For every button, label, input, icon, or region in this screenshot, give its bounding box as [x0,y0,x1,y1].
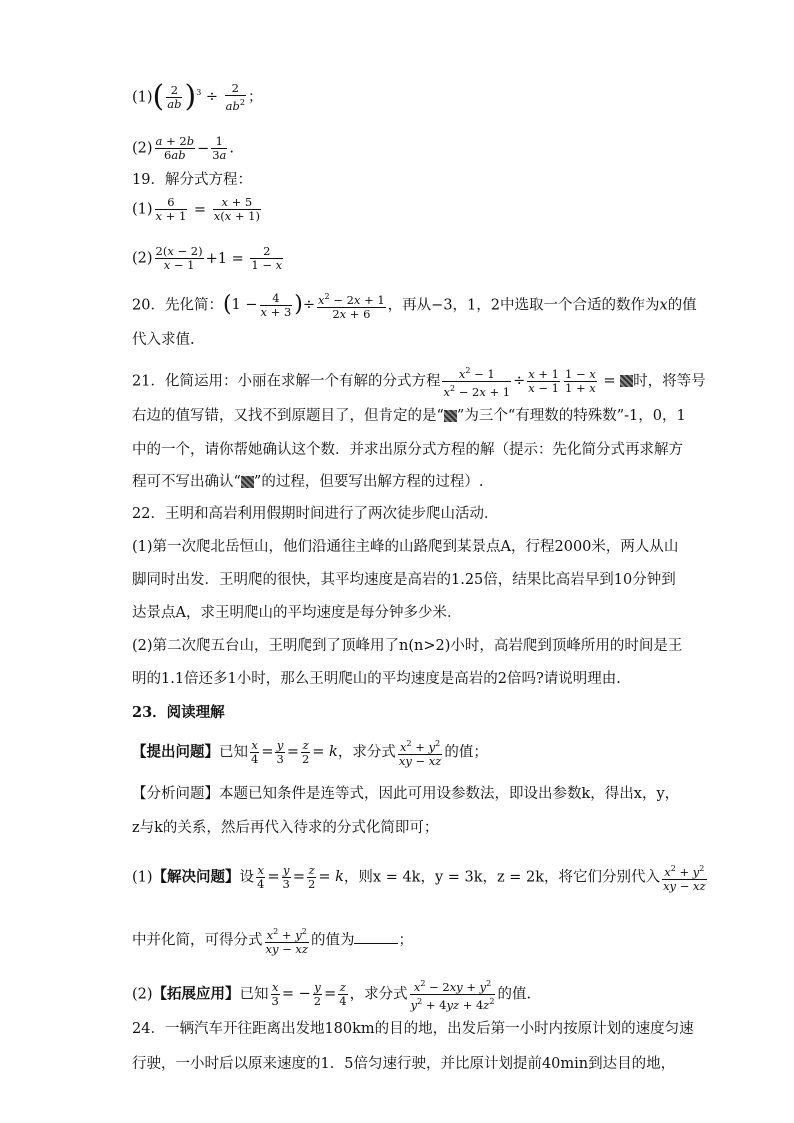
formula-q21: $\frac{x^2 - 1}{x^2 - 2x + 1}$ ÷ $\frac{x + 1}{x - 1}$ $\frac{1 - x}{1 + x}$ = [440,373,633,389]
q18-part1 [132,79,692,115]
q22-p1-line3: 达景点A，求王明爬山的平均速度是每分钟多少米． [132,605,462,621]
formula-q23-target: $\frac{x^2 + y^2}{xy - xz}$ [398,739,442,768]
masked-value [444,410,457,422]
formula-q23-ext-cond: $\frac{x}{3}$ = − $\frac{y}{2}$ = $\frac{z}{4}$ [271,979,347,1008]
q23-analyze-line1: 【分析问题】本题已知条件是连等式，因此可用设参数法，即设出参数k，得出x，y， [132,786,680,802]
text: 右边的值写错，又找不到原题目了，但肯定的是“ [132,408,444,424]
text: 的值为 [310,932,355,949]
formula-q20: (1 − $\frac{4}{x + 3}$ )÷ $\frac{x^2 - 2x + 1}{2x + 6}$ [222,290,385,321]
q22-p1-line1: (1)第一次爬北岳恒山，他们沿通往主峰的山路爬到某景点A，行程2000米，两人从山 [132,539,679,555]
masked-value [241,476,254,488]
q20-line1 [132,290,697,321]
text: 中并化简，可得分式 [132,932,263,949]
part-label: (1) [132,89,153,106]
part-label: (2) [132,986,153,1003]
text: 已知 [239,986,269,1003]
text: 时，将等号 [633,373,706,390]
text: ，求分式 [337,744,396,761]
text: 的值. [497,986,532,1003]
text: 已知 [219,744,248,761]
text: 设 [239,869,255,886]
part-label: (2) [132,140,153,157]
text: 21．化简运用：小丽在求解一个有解的分式方程 [132,373,441,390]
formula-q23-sub: $\frac{x^2 + y^2}{xy - xz}$ [663,864,706,893]
answer-blank[interactable] [354,931,398,944]
part-label: (2) [132,250,153,267]
masked-value [620,375,633,387]
formula-q19-1: $\frac{6}{x + 1}$ = $\frac{x + 5}{x(x + 1)}$ [155,195,260,223]
formula-q23-value: $\frac{x^2 + y^2}{xy - xz}$ [265,927,308,956]
q22-p2-line2: 明的1.1倍还多1小时，那么王明爬山的平均速度是高岩的2倍吗?请说明理由. [132,671,621,687]
tag: 【提出问题】 [132,743,219,761]
q23-solve [132,862,706,893]
text: 的值 [667,297,697,314]
q20-line2: 代入求值. [132,332,195,348]
q21-line2 [132,406,692,426]
formula-q18-2: $\frac{a + 2b}{6ab}$ − $\frac{1}{3a}$ [155,134,227,162]
punct: ； [247,89,263,106]
q23-ext [132,977,692,1012]
tag: 【拓展应用】 [152,985,240,1003]
q23-title: 23．阅读理解 [132,704,225,721]
formula-q23-cond: $\frac{x}{4}$ = $\frac{y}{3}$ = $\frac{z}{2}$ = k [251,737,338,766]
text: ，再从−3，1，2中选取一个合适的数作为 [387,297,660,314]
text: ”为三个“有理数的特殊数”-1，0，1 [456,408,686,424]
formula-q19-2: $\frac{2(x - 2)}{x - 1}$ +1 = $\frac{2}{1 - x}$ [155,244,283,272]
formula-q23-ext-target: $\frac{x^2 - 2xy + y^2}{y^2 + 4yz + 4z^2}$ [410,979,495,1012]
q22-p2-line1: (2)第二次爬五台山，王明爬到了顶峰用了n(n>2)小时，高岩爬到顶峰所用的时间是王 [132,638,683,654]
q18-part2 [132,135,692,162]
text: 20．先化简： [132,297,223,314]
q21-line4 [132,472,692,492]
q19-title: 19．解分式方程： [132,172,252,188]
formula-q23-set: $\frac{x}{4}$ = $\frac{y}{3}$ = $\frac{z}{2}$ = k [257,862,344,891]
text: 程可不写出确认“ [132,474,241,490]
text: ； [398,932,413,949]
punct: . [229,140,235,157]
text: ，求分式 [349,986,408,1003]
q23-analyze-line2: z与k的关系，然后再代入待求的分式化简即可； [132,820,439,836]
part-label: (1) [132,201,153,218]
q21-line3: 中的一个，请你帮她确认这个数．并求出原分式方程的解（提示：先化简分式再求解方 [132,442,683,458]
tag: 【解决问题】 [152,868,240,886]
text: ，则x = 4k，y = 3k，z = 2k，将它们分别代入 [343,869,661,886]
formula-q18-1: ( $\frac{2}{ab}$ )$^3$ ÷ $\frac{2}{ab^2}$ [152,79,245,115]
q23-solve-line2 [132,925,692,956]
q22-p1-line2: 脚同时出发．王明爬的很快，其平均速度是高岩的1.25倍，结果比高岩早到10分钟到 [132,572,676,588]
q19-part2 [132,245,692,272]
q19-part1 [132,196,692,223]
q21-line1 [132,364,706,399]
q22-title: 22．王明和高岩利用假期时间进行了两次徒步爬山活动． [132,506,499,522]
q23-raise [132,737,692,768]
q24-line1: 24．一辆汽车开往距离出发地180km的目的地，出发后第一小时内按原计划的速度匀速 [132,1021,694,1037]
q24-line2: 行驶，一小时后以原来速度的1．5倍匀速行驶，并比原计划提前40min到达目的地， [132,1056,676,1072]
variable: x [659,297,668,314]
text: ”的过程，但要写出解方程的过程）. [253,474,484,490]
part-label: (1) [132,869,153,886]
text: 的值； [444,744,488,761]
